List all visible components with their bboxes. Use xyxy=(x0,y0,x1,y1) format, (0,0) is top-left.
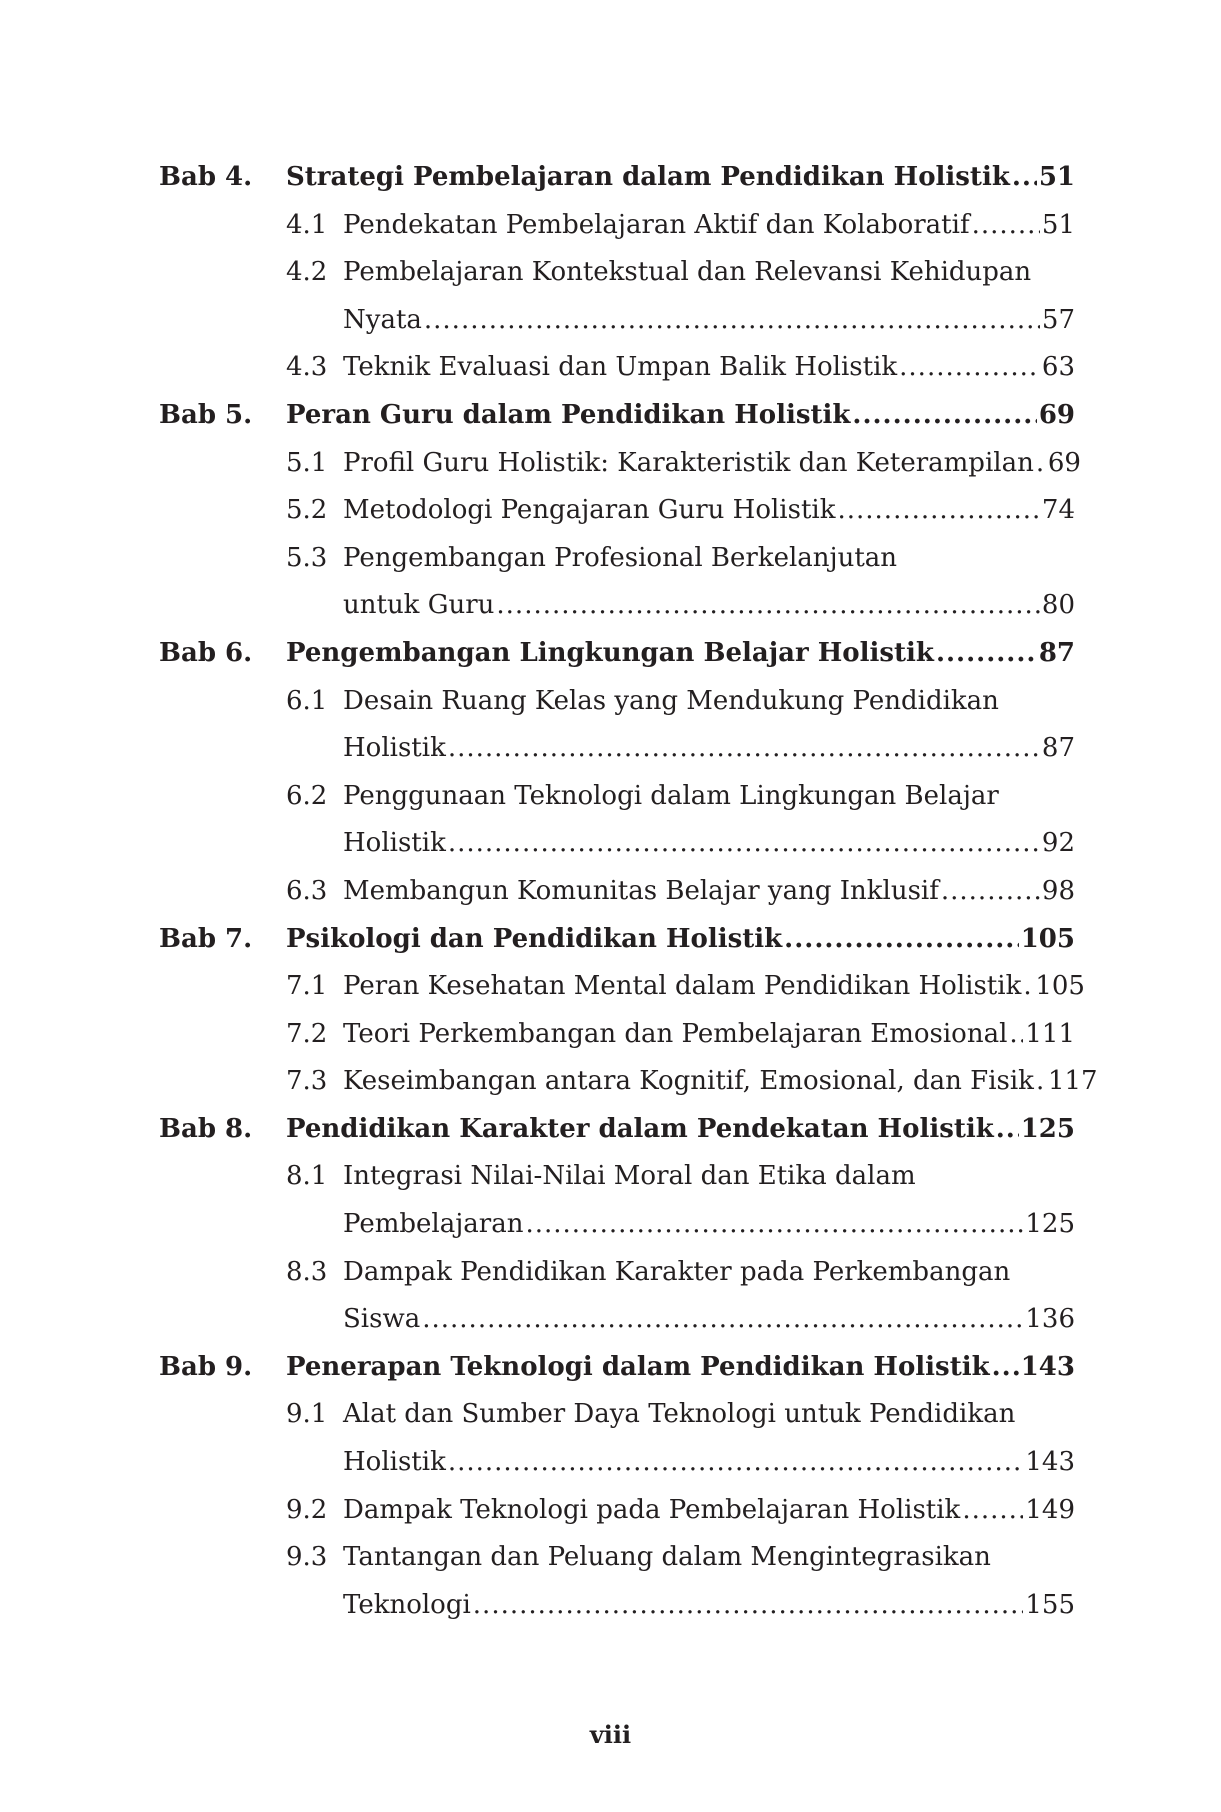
page-ref: 51 xyxy=(1038,162,1075,192)
toc-section-row[interactable] xyxy=(159,202,1075,250)
section-title: Teori Perkembangan dan Pembelajaran Emosional xyxy=(343,1018,1008,1049)
dot-leader xyxy=(448,725,1040,773)
toc-section-row[interactable] xyxy=(159,868,1075,916)
section-title: Integrasi Nilai-Nilai Moral dan Etika dalam xyxy=(343,1161,916,1192)
toc-section-row[interactable] xyxy=(159,249,1075,297)
dot-leader xyxy=(448,1439,1024,1487)
dot-leader xyxy=(837,487,1039,535)
page-ref: 63 xyxy=(1041,352,1075,383)
dot-leader xyxy=(424,297,1040,345)
chapter-title: Peran Guru dalam Pendidikan Holistik xyxy=(286,399,851,430)
toc-section-row[interactable] xyxy=(159,440,1081,488)
chapter-number: Bab 5. xyxy=(159,399,253,430)
toc-section-continuation[interactable] xyxy=(159,725,1075,773)
chapter-number: Bab 6. xyxy=(159,637,253,668)
dot-leader xyxy=(473,1582,1024,1630)
section-title: Desain Ruang Kelas yang Mendukung Pendidikan xyxy=(343,685,999,716)
section-number: 9.2 xyxy=(286,1494,328,1525)
section-title: Profil Guru Holistik: Karakteristik dan Keterampilan xyxy=(343,447,1034,478)
dot-leader xyxy=(992,1344,1019,1392)
toc-section-continuation[interactable] xyxy=(159,582,1075,630)
section-number: 7.2 xyxy=(286,1018,328,1049)
page-ref: 111 xyxy=(1025,1018,1075,1049)
page-ref: 80 xyxy=(1041,590,1075,621)
toc-section-row[interactable] xyxy=(159,1011,1075,1059)
toc-chapter-row[interactable] xyxy=(159,1344,1075,1392)
dot-leader xyxy=(1009,1011,1023,1059)
page-ref: 105 xyxy=(1035,971,1085,1002)
page-ref: 125 xyxy=(1025,1209,1075,1240)
page-ref: 51 xyxy=(1041,209,1075,240)
section-number: 4.2 xyxy=(286,257,328,288)
toc-section-row[interactable] xyxy=(159,678,1075,726)
dot-leader xyxy=(936,630,1037,678)
dot-leader xyxy=(852,392,1036,440)
section-title: Dampak Teknologi pada Pembelajaran Holistik xyxy=(343,1494,961,1525)
section-title: Pengembangan Profesional Berkelanjutan xyxy=(343,542,898,573)
dot-leader xyxy=(496,582,1040,630)
section-title: Alat dan Sumber Daya Teknologi untuk Pendidikan xyxy=(343,1399,1016,1430)
toc-section-row[interactable] xyxy=(159,963,1085,1011)
chapter-title: Pendidikan Karakter dalam Pendekatan Holistik xyxy=(286,1113,994,1144)
dot-leader xyxy=(448,820,1040,868)
section-number: 8.1 xyxy=(286,1161,328,1192)
page-ref: 57 xyxy=(1041,304,1075,335)
section-number: 9.1 xyxy=(286,1399,328,1430)
dot-leader xyxy=(972,202,1040,250)
dot-leader xyxy=(962,1487,1023,1535)
section-number: 5.2 xyxy=(286,495,328,526)
section-number: 7.1 xyxy=(286,971,328,1002)
page-ref: 69 xyxy=(1038,399,1075,430)
page-ref: 143 xyxy=(1025,1447,1075,1478)
section-title: Holistik xyxy=(343,1447,446,1478)
page-ref: 105 xyxy=(1020,923,1075,954)
chapter-title: Strategi Pembelajaran dalam Pendidikan Holistik xyxy=(286,162,1010,192)
page-ref: 143 xyxy=(1020,1351,1075,1382)
section-title: Peran Kesehatan Mental dalam Pendidikan Holistik xyxy=(343,971,1022,1002)
chapter-number: Bab 7. xyxy=(159,923,253,954)
page-ref: 155 xyxy=(1025,1589,1075,1620)
section-title: Pembelajaran xyxy=(343,1209,524,1240)
section-title: Teknik Evaluasi dan Umpan Balik Holistik xyxy=(343,352,898,383)
section-title: Metodologi Pengajaran Guru Holistik xyxy=(343,495,836,526)
page-ref: 74 xyxy=(1041,495,1075,526)
toc-section-continuation[interactable] xyxy=(159,1201,1075,1249)
section-title: Penggunaan Teknologi dalam Lingkungan Belajar xyxy=(343,780,999,811)
toc-section-row[interactable] xyxy=(159,1391,1075,1439)
toc-chapter-row[interactable] xyxy=(159,1106,1075,1154)
page-ref: 87 xyxy=(1038,637,1075,668)
dot-leader xyxy=(941,868,1040,916)
page-ref: 125 xyxy=(1020,1113,1075,1144)
section-number: 9.3 xyxy=(286,1542,328,1573)
toc-section-row[interactable] xyxy=(159,487,1075,535)
section-title: Holistik xyxy=(343,828,446,859)
dot-leader xyxy=(784,916,1019,964)
page-ref: 87 xyxy=(1041,733,1075,764)
toc-section-continuation[interactable] xyxy=(159,1296,1075,1344)
chapter-number: Bab 9. xyxy=(159,1351,253,1382)
section-title: Keseimbangan antara Kognitif, Emosional, dan Fisik xyxy=(343,1066,1034,1097)
section-title: Teknologi xyxy=(343,1589,471,1620)
toc-chapter-row[interactable] xyxy=(159,154,1075,202)
chapter-title: Psikologi dan Pendidikan Holistik xyxy=(286,923,783,954)
chapter-title: Pengembangan Lingkungan Belajar Holistik xyxy=(286,637,934,668)
section-title: Tantangan dan Peluang dalam Mengintegrasikan xyxy=(343,1542,991,1573)
section-title: Pembelajaran Kontekstual dan Relevansi Kehidupan xyxy=(343,257,1032,288)
dot-leader xyxy=(525,1201,1023,1249)
section-number: 6.2 xyxy=(286,780,328,811)
section-number: 6.3 xyxy=(286,875,328,906)
toc-section-row[interactable] xyxy=(159,344,1075,392)
page-ref: 98 xyxy=(1041,875,1075,906)
toc-section-continuation[interactable] xyxy=(159,297,1075,345)
chapter-title: Penerapan Teknologi dalam Pendidikan Holistik xyxy=(286,1351,990,1382)
section-number: 8.3 xyxy=(286,1256,328,1287)
toc-section-row[interactable] xyxy=(159,1153,1075,1201)
toc-section-row[interactable] xyxy=(159,1058,1098,1106)
section-number: 6.1 xyxy=(286,685,328,716)
section-title: Holistik xyxy=(343,733,446,764)
toc-section-row[interactable] xyxy=(159,1487,1075,1535)
section-number: 4.3 xyxy=(286,352,328,383)
dot-leader xyxy=(899,344,1040,392)
dot-leader xyxy=(1036,1058,1046,1106)
chapter-number: Bab 8. xyxy=(159,1113,253,1144)
page-ref: 92 xyxy=(1041,828,1075,859)
page-ref: 149 xyxy=(1025,1494,1075,1525)
page-ref: 117 xyxy=(1047,1066,1098,1097)
table-of-contents xyxy=(159,154,1098,1629)
section-title: Siswa xyxy=(343,1304,421,1335)
toc-section-row[interactable] xyxy=(159,1249,1075,1297)
toc-section-row[interactable] xyxy=(159,1534,1075,1582)
toc-chapter-row[interactable] xyxy=(159,916,1075,964)
toc-section-continuation[interactable] xyxy=(159,1439,1075,1487)
section-title: Nyata xyxy=(343,304,422,335)
section-number: 4.1 xyxy=(286,209,328,240)
toc-section-row[interactable] xyxy=(159,535,1075,583)
dot-leader xyxy=(1036,440,1046,488)
section-title: Pendekatan Pembelajaran Aktif dan Kolaboratif xyxy=(343,209,970,240)
dot-leader xyxy=(422,1296,1023,1344)
dot-leader xyxy=(1012,154,1037,202)
page-number: viii xyxy=(589,1720,632,1749)
toc-chapter-row[interactable] xyxy=(159,392,1075,440)
section-number: 5.1 xyxy=(286,447,328,478)
page-ref: 69 xyxy=(1047,447,1081,478)
section-number: 7.3 xyxy=(286,1066,328,1097)
toc-chapter-row[interactable] xyxy=(159,630,1075,678)
chapter-number: Bab 4. xyxy=(159,162,253,192)
dot-leader xyxy=(996,1106,1019,1154)
section-title: Membangun Komunitas Belajar yang Inklusif xyxy=(343,875,939,906)
page-ref: 136 xyxy=(1025,1304,1075,1335)
toc-section-continuation[interactable] xyxy=(159,1582,1075,1630)
toc-section-continuation[interactable] xyxy=(159,820,1075,868)
dot-leader xyxy=(1023,963,1033,1011)
toc-section-row[interactable] xyxy=(159,773,1075,821)
section-number: 5.3 xyxy=(286,542,328,573)
section-title: Dampak Pendidikan Karakter pada Perkembangan xyxy=(343,1256,1011,1287)
section-title: untuk Guru xyxy=(343,590,495,621)
